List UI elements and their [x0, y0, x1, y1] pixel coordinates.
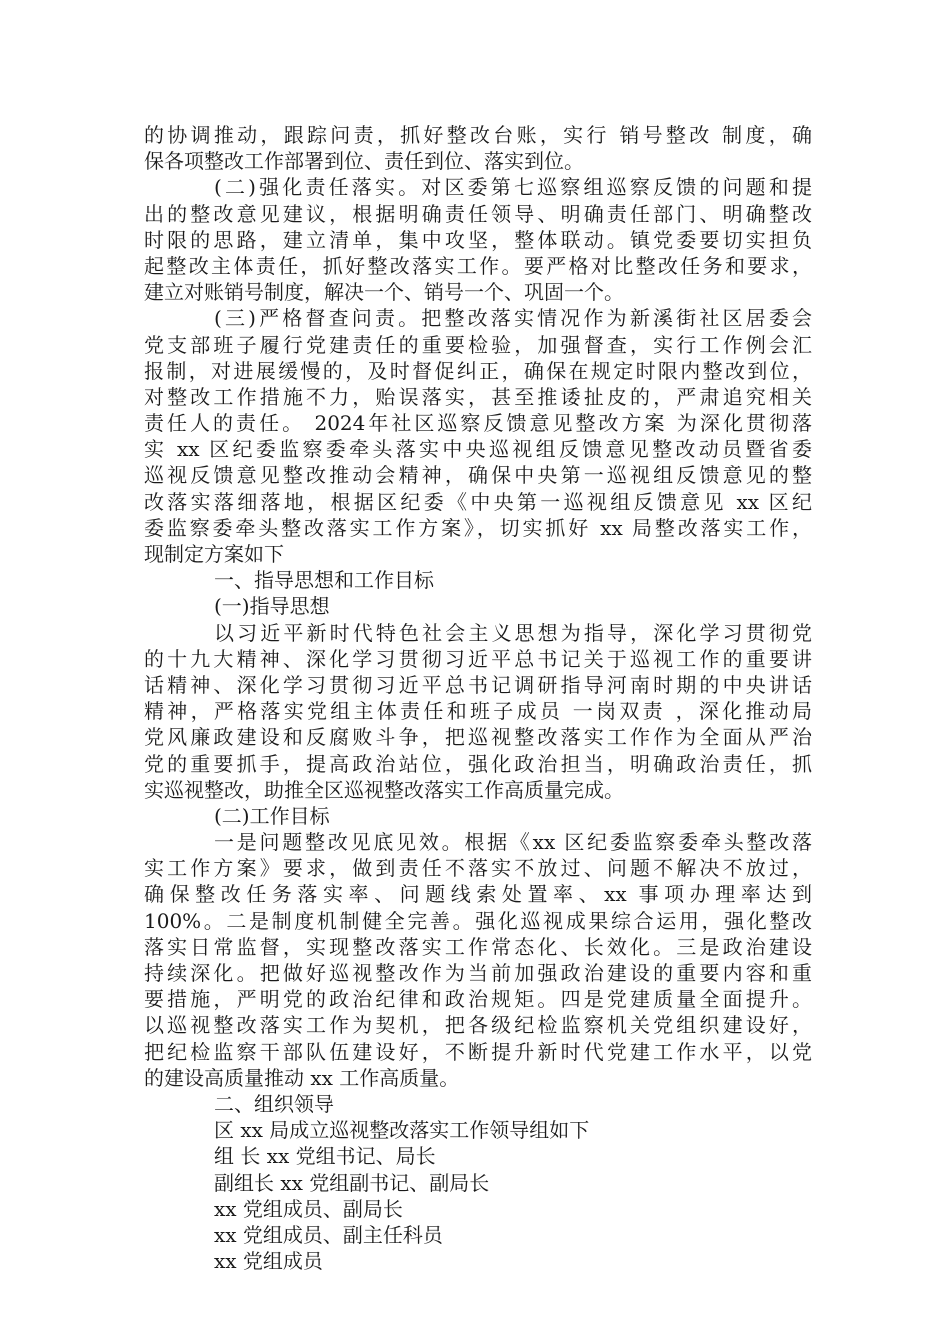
- text-line: 实工作方案》要求，做到责任不落实不放过、问题不解决不放过，: [144, 856, 812, 881]
- text-line: 落实日常监督，实现整改落实工作常态化、长效化。三是政治建设: [144, 934, 812, 959]
- text-line: 现制定方案如下: [144, 542, 284, 566]
- text-line: 精神，严格落实党组主体责任和班子成员 一岗双责 ，深化推动局: [144, 699, 812, 724]
- text-line: 的协调推动，跟踪问责，抓好整改台账，实行 销号整改 制度，确: [144, 123, 812, 147]
- text-line: 持续深化。把做好巡视整改作为当前加强政治建设的重要内容和重: [144, 961, 812, 985]
- text-line: xx 党组成员、副主任科员: [214, 1222, 443, 1247]
- text-line: 一、指导思想和工作目标: [214, 568, 434, 593]
- text-line: 实 xx 区纪委监察委牵头落实中央巡视组反馈意见整改动员暨省委: [144, 437, 812, 462]
- document-page: [144, 122, 812, 1274]
- text-line: 把纪检监察干部队伍建设好，不断提升新时代党建工作水平，以党: [144, 1039, 812, 1064]
- text-line: 党风廉政建设和反腐败斗争，把巡视整改落实工作作为全面从严治: [144, 725, 812, 750]
- text-line: 以巡视整改落实工作为契机，把各级纪检监察机关党组织建设好，: [144, 1013, 812, 1038]
- text-line: (二)工作目标: [214, 803, 330, 828]
- text-line: 实巡视整改，助推全区巡视整改落实工作高质量完成。: [144, 777, 624, 802]
- text-line: 的十九大精神、深化学习贯彻习近平总书记关于巡视工作的重要讲: [144, 646, 812, 671]
- text-line: 建立对账销号制度，解决一个、销号一个、巩固一个。: [144, 280, 624, 305]
- text-line: 组 长 xx 党组书记、局长: [214, 1144, 436, 1169]
- text-line: xx 党组成员、副局长: [214, 1196, 403, 1221]
- text-line: 巡视反馈意见整改推动会精神，确保中央第一巡视组反馈意见的整: [144, 463, 812, 488]
- text-line: 党支部班子履行党建责任的重要检验，加强督查，实行工作例会汇: [144, 332, 812, 357]
- text-line: 党的重要抓手，提高政治站位，强化政治担当，明确政治责任，抓: [144, 751, 812, 776]
- text-line: 起整改主体责任，抓好整改落实工作。要严格对比整改任务和要求，: [144, 253, 812, 278]
- text-line: 保各项整改工作部署到位、责任到位、落实到位。: [144, 149, 584, 174]
- text-line: 报制，对进展缓慢的，及时督促纠正，确保在规定时限内整改到位，: [144, 358, 812, 383]
- text-line: 委监察委牵头整改落实工作方案》，切实抓好 xx 局整改落实工作，: [144, 515, 812, 540]
- text-line: 改落实落细落地，根据区纪委《中央第一巡视组反馈意见 xx 区纪: [144, 489, 812, 514]
- text-line: 一是问题整改见底见效。根据《xx 区纪委监察委牵头整改落: [214, 830, 812, 855]
- text-line: 责任人的责任。 2024年社区巡察反馈意见整改方案 为深化贯彻落: [144, 411, 812, 436]
- text-line: 时限的思路，建立清单，集中攻坚，整体联动。镇党委要切实担负: [144, 227, 812, 252]
- text-line: (三)严格督查问责。把整改落实情况作为新溪街社区居委会: [214, 306, 812, 331]
- text-line: 要措施，严明党的政治纪律和政治规矩。四是党建质量全面提升。: [144, 987, 812, 1012]
- text-line: 话精神、深化学习贯彻习近平总书记调研指导河南时期的中央讲话: [144, 672, 812, 697]
- text-line: xx 党组成员: [214, 1249, 323, 1274]
- text-line: (一)指导思想: [214, 594, 330, 619]
- text-line: (二)强化责任落实。对区委第七巡察组巡察反馈的问题和提: [214, 175, 812, 200]
- text-line: 的建设高质量推动 xx 工作高质量。: [144, 1065, 460, 1090]
- text-line: 副组长 xx 党组副书记、副局长: [214, 1170, 490, 1195]
- text-line: 100%。二是制度机制健全完善。强化巡视成果综合运用，强化整改: [144, 908, 812, 933]
- text-line: 二、组织领导: [214, 1091, 334, 1116]
- text-line: 确保整改任务落实率、问题线索处置率、xx 事项办理率达到: [144, 882, 812, 907]
- text-line: 对整改工作措施不力，贻误落实，甚至推诿扯皮的，严肃追究相关: [144, 384, 812, 409]
- text-line: 出的整改意见建议，根据明确责任领导、明确责任部门、明确整改: [144, 201, 812, 226]
- text-line: 区 xx 局成立巡视整改落实工作领导组如下: [214, 1118, 590, 1143]
- text-line: 以习近平新时代特色社会主义思想为指导，深化学习贯彻党: [214, 620, 812, 645]
